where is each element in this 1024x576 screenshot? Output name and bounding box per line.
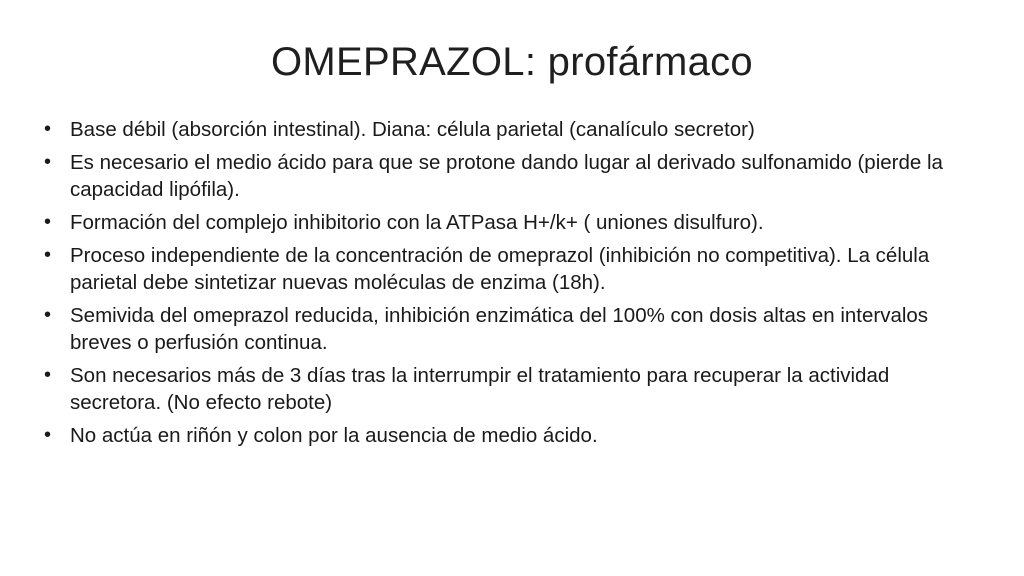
bullet-dot-icon: •: [44, 304, 52, 326]
bullet-item: [44, 116, 944, 143]
bullet-dot-icon: •: [44, 211, 52, 233]
bullet-dot-icon: •: [44, 244, 52, 266]
bullet-item: [44, 422, 944, 449]
bullet-list: [44, 116, 944, 455]
bullet-item: [44, 302, 944, 356]
bullet-item: [44, 209, 944, 236]
bullet-dot-icon: •: [44, 151, 52, 173]
bullet-item: [44, 242, 944, 296]
bullet-text: No actúa en riñón y colon por la ausencia de medio ácido.: [70, 424, 598, 447]
bullet-text: Base débil (absorción intestinal). Diana: célula parietal (canalículo secretor): [70, 118, 755, 141]
bullet-text: Semivida del omeprazol reducida, inhibición enzimática del 100% con dosis altas en intervalos breves o perfusión continua.: [70, 304, 929, 354]
bullet-text: Son necesarios más de 3 días tras la interrumpir el tratamiento para recuperar la actividad secretora. (No efecto rebote): [70, 364, 890, 414]
slide-title: OMEPRAZOL: profármaco: [271, 40, 753, 84]
bullet-text: Es necesario el medio ácido para que se protone dando lugar al derivado sulfonamido (pierde la capacidad lipófila).: [70, 151, 943, 201]
bullet-dot-icon: •: [44, 364, 52, 386]
bullet-text: Formación del complejo inhibitorio con la ATPasa H+/k+ ( uniones disulfuro).: [70, 211, 764, 234]
bullet-item: [44, 362, 944, 416]
bullet-item: [44, 149, 944, 203]
bullet-dot-icon: •: [44, 118, 52, 140]
bullet-text: Proceso independiente de la concentración de omeprazol (inhibición no competitiva). La célula parietal debe sintetizar nuevas moléculas de enzima (18h).: [70, 244, 930, 294]
bullet-dot-icon: •: [44, 424, 52, 446]
